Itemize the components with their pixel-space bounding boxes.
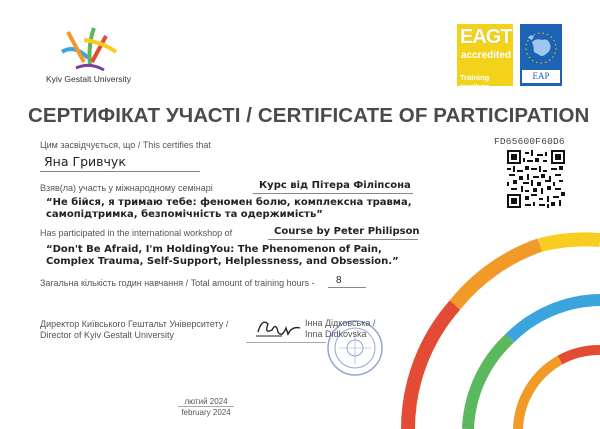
eagt-institute: Training Institute <box>460 73 490 91</box>
name-underline <box>40 171 200 172</box>
eagt-title: EAGT <box>460 26 512 48</box>
participant-name: Яна Гривчук <box>44 154 126 169</box>
issue-date-en: february 2024 <box>181 408 231 417</box>
director-title-en: Director of Kyiv Gestalt University <box>40 330 175 340</box>
issue-date-ua: лютий 2024 <box>184 397 228 406</box>
arc-outer-red <box>408 305 455 429</box>
certificate-id: FD65600F60D6 <box>494 136 565 147</box>
seminar-title-ua: “Не бійся, я тримаю тебе: феномен болю, комплексна травма, самопідтримка, безпомічність та одержимість” <box>46 197 412 220</box>
course-en-underline <box>268 239 418 240</box>
director-title-ua: Директор Київського Гештальт Університету / <box>40 319 229 329</box>
signature-image <box>252 310 306 344</box>
course-ua: Курс від Пітера Філіпсона <box>259 180 411 191</box>
arc-outer-orange <box>455 245 540 305</box>
seminar-title-en: “Don't Be Afraid, I'm HoldingYou: The Phenomenon of Pain, Complex Trauma, Self-Support, Helplessness, and Obsession.” <box>46 244 399 267</box>
official-stamp-seal <box>325 318 385 378</box>
arc-middle-green <box>468 338 510 429</box>
signer-name-en: Inna Didkovska <box>305 329 367 339</box>
participated-ua-label: Взяв(ла) участь у міжнародному семінарі <box>40 183 213 193</box>
kyiv-gestalt-university-logo-icon <box>54 22 126 74</box>
arc-inner-orange <box>518 360 560 429</box>
certifies-label: Цим засвідчується, що / This certifies that <box>40 140 211 150</box>
signature-line <box>246 342 326 343</box>
participated-en-label: Has participated in the international workshop of <box>40 228 233 238</box>
hours-value: 8 <box>336 275 342 286</box>
hours-label: Загальна кількість годин навчання / Total amount of training hours - <box>40 278 315 288</box>
arc-outer-yellow <box>540 239 600 245</box>
date-divider <box>178 406 234 407</box>
certificate-title: СЕРТИФІКАТ УЧАСТІ / CERTIFICATE OF PARTICIPATION <box>28 104 590 127</box>
hours-underline <box>328 287 366 288</box>
signer-name-ua: Інна Дідковська / <box>305 318 376 328</box>
course-ua-underline <box>253 193 413 194</box>
course-en: Course by Peter Philipson <box>274 226 420 237</box>
issue-date <box>176 396 236 418</box>
europe-map-icon <box>522 28 560 68</box>
eagt-accredited: accredited <box>461 50 512 61</box>
director-title <box>40 319 228 341</box>
arc-inner-red <box>560 350 600 360</box>
eagt-accreditation-badge <box>457 24 513 91</box>
qr-code-icon <box>507 150 565 208</box>
eap-label: EAP <box>522 70 560 83</box>
arc-middle-blue <box>510 300 600 338</box>
university-name: Kyiv Gestalt University <box>46 74 132 84</box>
eap-badge <box>520 24 562 86</box>
university-logo <box>40 22 170 88</box>
